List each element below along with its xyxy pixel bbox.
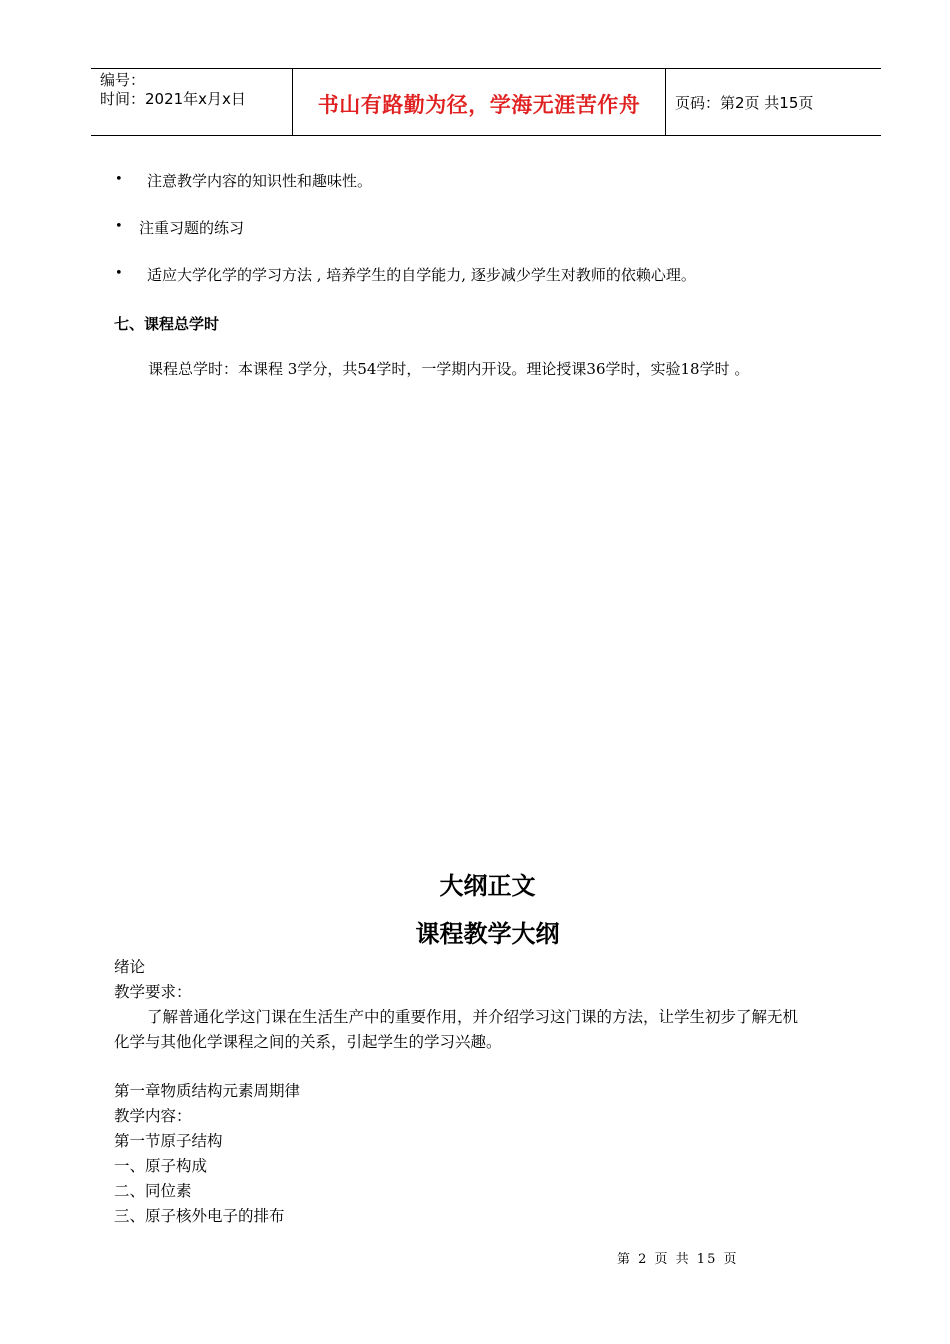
intro-req-label: 教学要求： xyxy=(114,983,192,1001)
intro-paragraph-line1: 了解普通化学这门课在生活生产中的重要作用，并介绍学习这门课的方法，让学生初步了解无机 xyxy=(147,1008,799,1026)
header-number-label: 编号： xyxy=(100,71,146,89)
section7-title: 七、课程总学时 xyxy=(114,315,220,333)
header-divider-right xyxy=(665,68,666,135)
bullet-item-1: 注意教学内容的知识性和趣味性。 xyxy=(147,172,373,190)
bullet-marker-1: • xyxy=(115,172,123,187)
main-title: 大纲正文 xyxy=(439,872,536,900)
intro-title: 绪论 xyxy=(114,958,146,976)
header-top-rule xyxy=(91,68,881,69)
header-time-label: 时间：2021年x月x日 xyxy=(100,90,246,108)
section7-text: 课程总学时：本课程 3学分，共54学时，一学期内开设。理论授课36学时，实验18学时 。 xyxy=(148,360,750,378)
chapter1-item-1: 一、原子构成 xyxy=(114,1157,208,1175)
bullet-item-3: 适应大学化学的学习方法 , 培养学生的自学能力, 逐步减少学生对教师的依赖心理。 xyxy=(147,266,696,284)
bullet-marker-3: • xyxy=(115,266,123,281)
header-motto: 书山有路勤为径，学海无涯苦作舟 xyxy=(317,93,641,117)
bullet-marker-2: • xyxy=(115,219,123,234)
intro-paragraph-line2: 化学与其他化学课程之间的关系，引起学生的学习兴趣。 xyxy=(114,1033,502,1051)
chapter1-item-3: 三、原子核外电子的排布 xyxy=(114,1207,285,1225)
header-page-info: 页码：第2页 共15页 xyxy=(675,94,814,112)
chapter1-content-label: 教学内容： xyxy=(114,1107,192,1125)
chapter1-item-2: 二、同位素 xyxy=(114,1182,192,1200)
chapter1-title: 第一章物质结构元素周期律 xyxy=(114,1082,301,1100)
page-footer: 第 2 页 共 15 页 xyxy=(617,1252,739,1267)
bullet-item-2: 注重习题的练习 xyxy=(139,219,245,237)
chapter1-section1: 第一节原子结构 xyxy=(114,1132,223,1150)
header-bottom-rule xyxy=(91,135,881,136)
sub-title: 课程教学大纲 xyxy=(415,920,560,948)
